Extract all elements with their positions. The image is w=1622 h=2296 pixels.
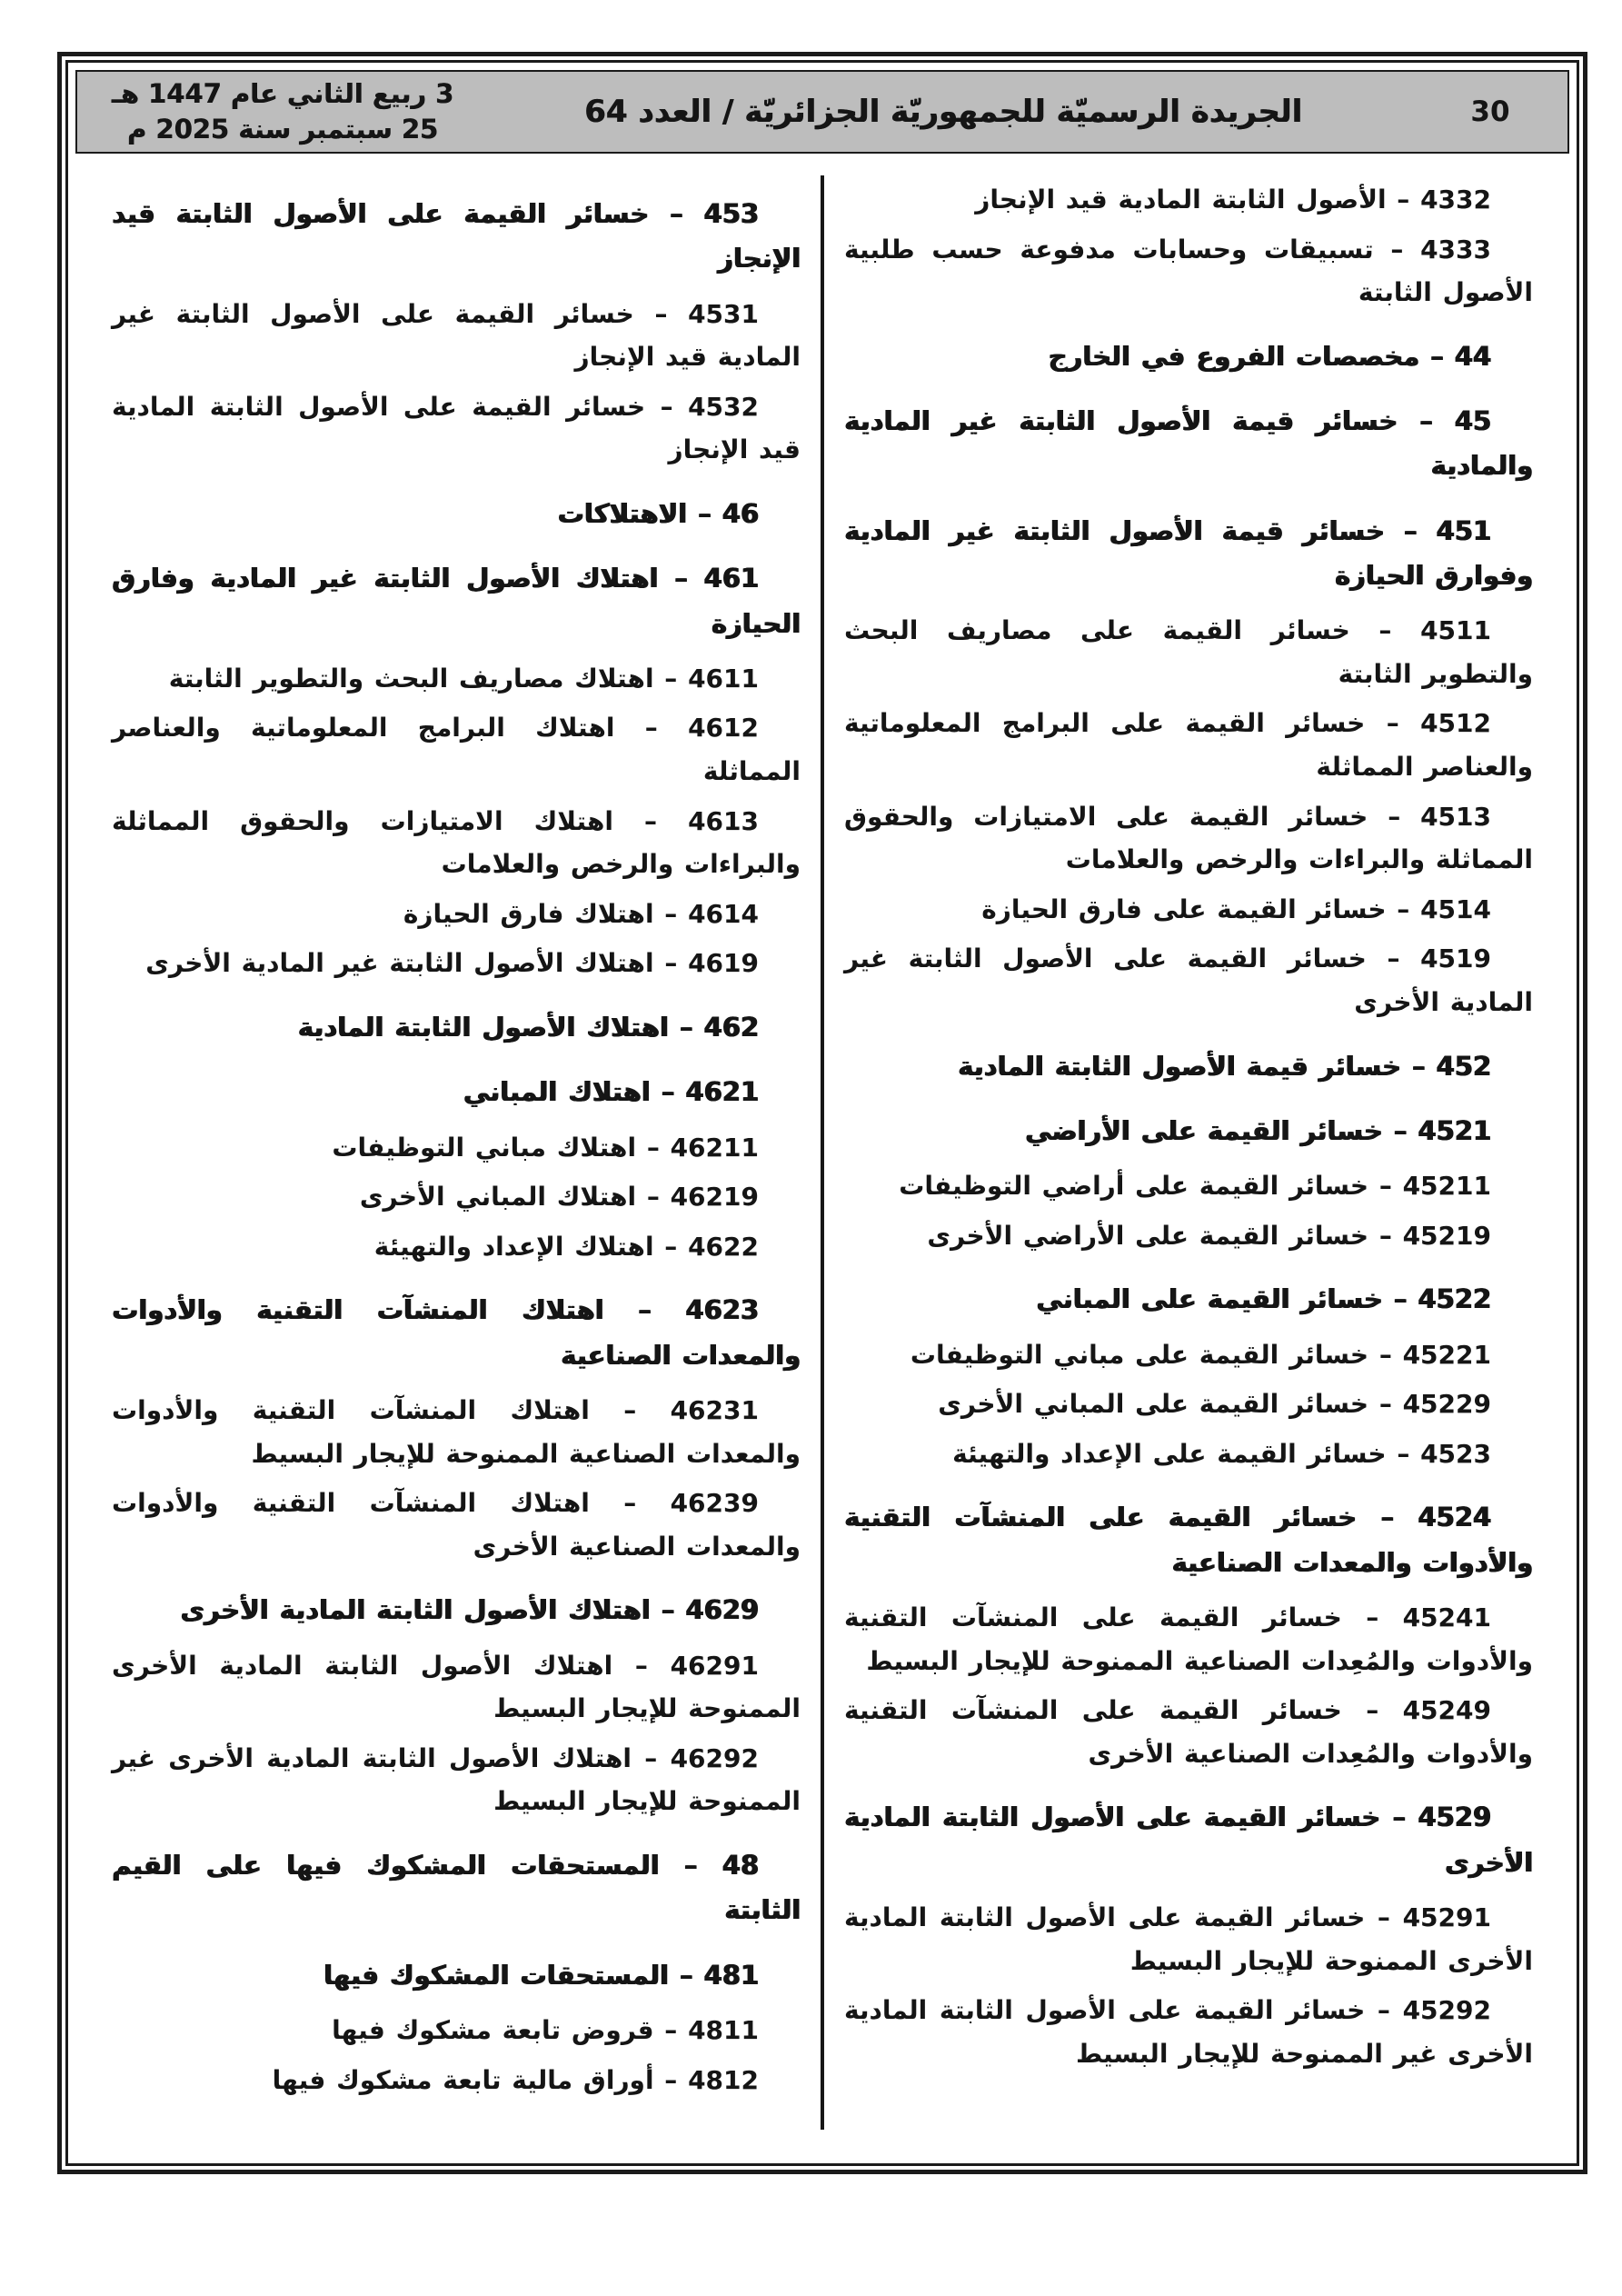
account-entry-453: 453 – خسائر القيمة على الأصول الثابتة قيد الإنجاز [112, 198, 801, 275]
account-entry-4529: 4529 – خسائر القيمة على الأصول الثابتة المادية الأخرى [844, 1802, 1533, 1878]
account-entry-462: 462 – اهتلاك الأصول الثابتة المادية [297, 1012, 759, 1043]
account-entry-45291: 45291 – خسائر القيمة على الأصول الثابتة المادية الأخرى الممنوحة للإيجار البسيط [844, 1902, 1533, 1976]
account-entry-45: 45 – خسائر قيمة الأصول الثابتة غير المادية والمادية [844, 405, 1533, 482]
account-entry-46231: 46231 – اهتلاك المنشآت التقنية والأدوات والمعدات الصناعية الممنوحة للإيجار البسيط [112, 1394, 801, 1469]
header-dates [77, 76, 473, 147]
account-entry-45219: 45219 – خسائر القيمة على الأراضي الأخرى [927, 1220, 1491, 1251]
page-number: 30 [1470, 95, 1510, 128]
account-entry-4612: 4612 – اهتلاك البرامج المعلوماتية والعناصر المماثلة [112, 713, 801, 787]
header-bar [75, 70, 1569, 154]
page-frame-inner [65, 60, 1579, 2166]
account-entry-45249: 45249 – خسائر القيمة على المنشآت التقنية والأدوات والمُعِدات الصناعية الأخرى [844, 1695, 1533, 1769]
journal-title: الجريدة الرسميّة للجمهوريّة الجزائريّة / العدد 64 [583, 94, 1302, 130]
content-area [68, 161, 1577, 2130]
account-entry-4531: 4531 – خسائر القيمة على الأصول الثابتة غير المادية قيد الإنجاز [112, 298, 801, 373]
account-entry-4629: 4629 – اهتلاك الأصول الثابتة المادية الأخرى [180, 1594, 759, 1626]
column-right [824, 172, 1553, 2130]
account-entry-46211: 46211 – اهتلاك مباني التوظيفات [332, 1132, 759, 1163]
account-entry-461: 461 – اهتلاك الأصول الثابتة غير المادية وفارق الحيازة [112, 563, 801, 639]
account-entry-4522: 4522 – خسائر القيمة على المباني [1036, 1283, 1491, 1315]
account-entry-4613: 4613 – اهتلاك الامتيازات والحقوق المماثلة والبراءات والرخص والعلامات [112, 805, 801, 880]
account-entry-46219: 46219 – اهتلاك المباني الأخرى [359, 1182, 759, 1213]
account-entry-4532: 4532 – خسائر القيمة على الأصول الثابتة المادية قيد الإنجاز [112, 391, 801, 465]
account-entry-4614: 4614 – اهتلاك فارق الحيازة [403, 898, 759, 929]
account-entry-4621: 4621 – اهتلاك المباني [463, 1076, 759, 1108]
account-entry-46239: 46239 – اهتلاك المنشآت التقنية والأدوات والمعدات الصناعية الأخرى [112, 1488, 801, 1562]
account-entry-4524: 4524 – خسائر القيمة على المنشآت التقنية والأدوات والمعدات الصناعية [844, 1502, 1533, 1578]
account-entry-4333: 4333 – تسبيقات وحسابات مدفوعة حسب طلبية الأصول الثابتة [844, 234, 1533, 308]
account-entry-4519: 4519 – خسائر القيمة على الأصول الثابتة غير المادية الأخرى [844, 943, 1533, 1018]
date-hijri: 3 ربيع الثاني عام 1447 هـ [111, 77, 454, 109]
account-entry-45221: 45221 – خسائر القيمة على مباني التوظيفات [910, 1339, 1491, 1370]
account-entry-4622: 4622 – اهتلاك الإعداد والتهيئة [373, 1231, 759, 1262]
account-entry-451: 451 – خسائر قيمة الأصول الثابتة غير المادية وفوارق الحيازة [844, 514, 1533, 591]
account-entry-45292: 45292 – خسائر القيمة على الأصول الثابتة المادية الأخرى غير الممنوحة للإيجار البسيط [844, 1995, 1533, 2069]
account-entry-452: 452 – خسائر قيمة الأصول الثابتة المادية [958, 1050, 1491, 1082]
account-entry-4811: 4811 – قروض تابعة مشكوك فيها [332, 2014, 759, 2045]
account-entry-4623: 4623 – اهتلاك المنشآت التقنية والأدوات والمعدات الصناعية [112, 1294, 801, 1371]
account-entry-4812: 4812 – أوراق مالية تابعة مشكوك فيها [272, 2064, 759, 2095]
account-entry-48: 48 – المستحقات المشكوك فيها على القيم الثابتة [112, 1850, 801, 1926]
account-entry-45229: 45229 – خسائر القيمة على المباني الأخرى [938, 1389, 1491, 1420]
account-entry-45211: 45211 – خسائر القيمة على أراضي التوظيفات [899, 1171, 1491, 1202]
account-entry-46291: 46291 – اهتلاك الأصول الثابتة المادية الأخرى الممنوحة للإيجار البسيط [112, 1650, 801, 1724]
account-entry-4512: 4512 – خسائر القيمة على البرامج المعلوماتية والعناصر المماثلة [844, 708, 1533, 783]
account-entry-44: 44 – مخصصات الفروع في الخارج [1048, 340, 1491, 372]
account-entry-46292: 46292 – اهتلاك الأصول الثابتة المادية الأخرى غير الممنوحة للإيجار البسيط [112, 1742, 801, 1817]
date-gregorian: 25 سبتمبر سنة 2025 م [126, 114, 439, 145]
account-entry-4611: 4611 – اهتلاك مصاريف البحث والتطوير الثابتة [168, 663, 759, 694]
account-entry-4511: 4511 – خسائر القيمة على مصاريف البحث والتطوير الثابتة [844, 615, 1533, 689]
column-divider [821, 175, 824, 2130]
account-entry-45241: 45241 – خسائر القيمة على المنشآت التقنية والأدوات والمُعِدات الصناعية الممنوحة للإيجار البسيط [844, 1602, 1533, 1676]
account-entry-4619: 4619 – اهتلاك الأصول الثابتة غير المادية الأخرى [145, 948, 759, 979]
account-entry-4523: 4523 – خسائر القيمة على الإعداد والتهيئة [952, 1438, 1491, 1469]
account-entry-4513: 4513 – خسائر القيمة على الامتيازات والحقوق المماثلة والبراءات والرخص والعلامات [844, 801, 1533, 875]
account-entry-4514: 4514 – خسائر القيمة على فارق الحيازة [981, 893, 1491, 924]
column-left [92, 172, 821, 2130]
account-entry-46: 46 – الاهتلاكات [557, 497, 759, 529]
page-frame [57, 52, 1587, 2174]
account-entry-4521: 4521 – خسائر القيمة على الأراضي [1024, 1114, 1491, 1146]
account-entry-4332: 4332 – الأصول الثابتة المادية قيد الإنجاز [975, 185, 1491, 215]
account-entry-481: 481 – المستحقات المشكوك فيها [323, 1959, 759, 1991]
